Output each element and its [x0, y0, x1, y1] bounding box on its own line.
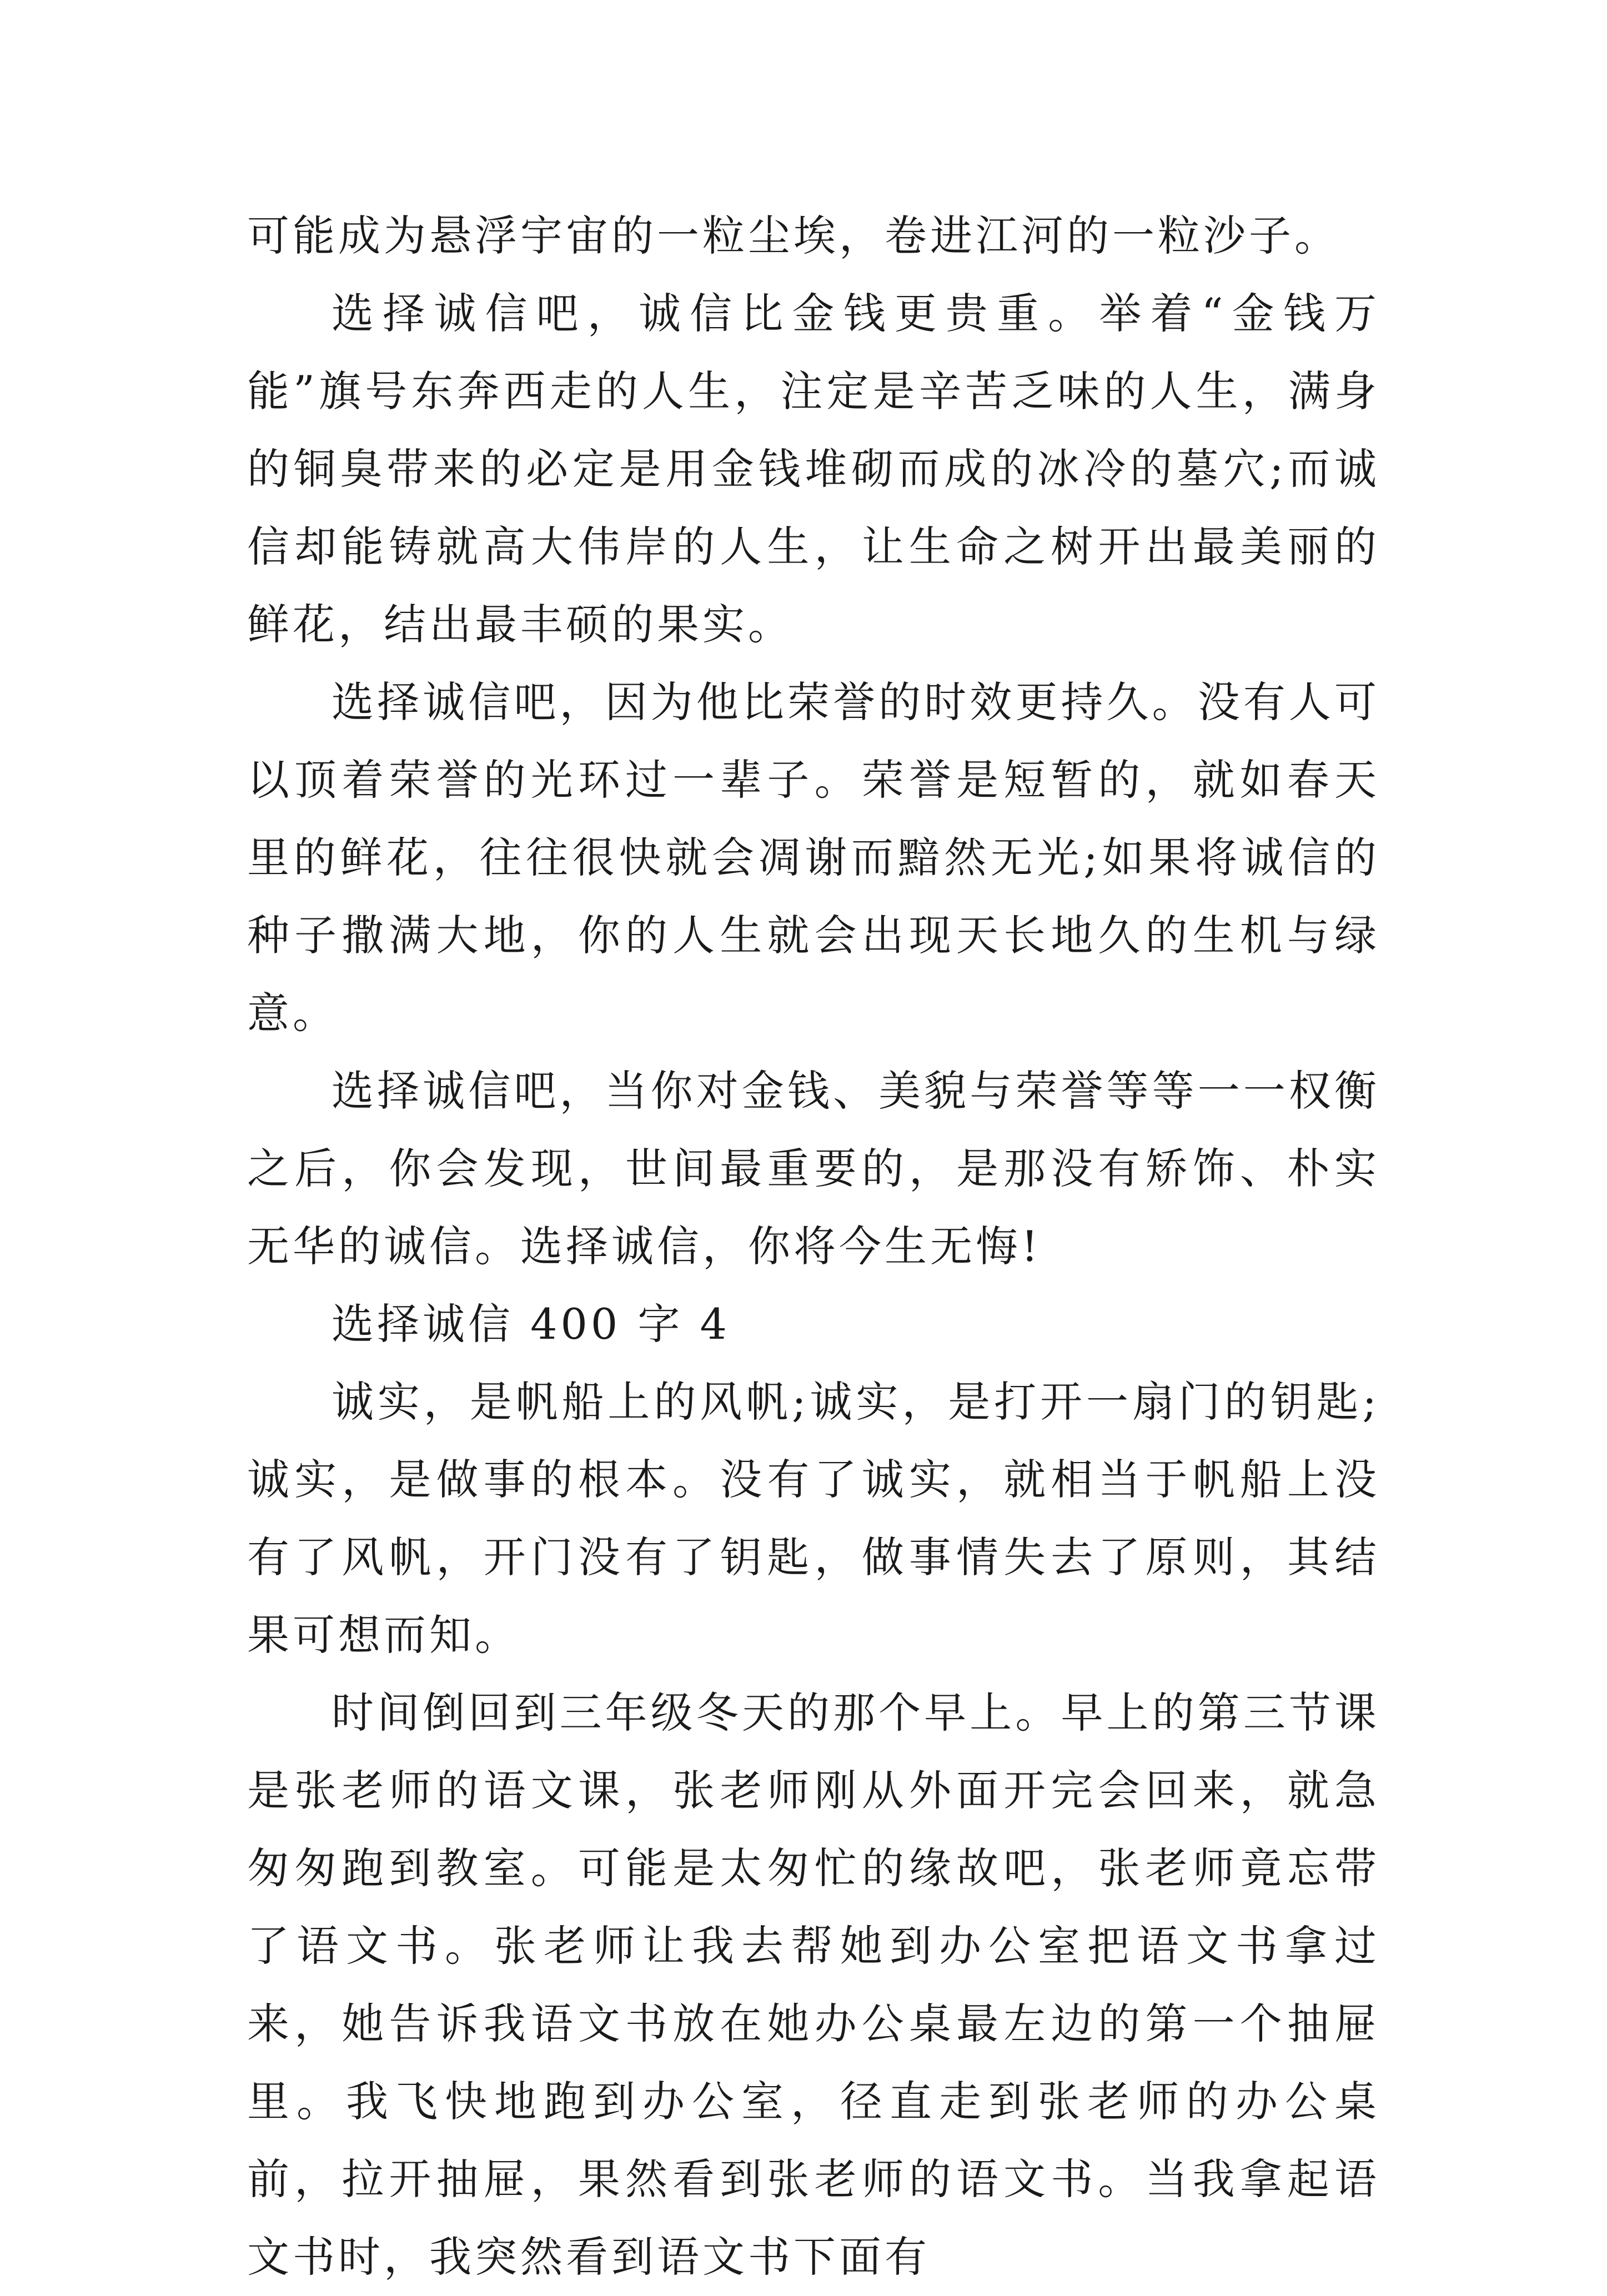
paragraph-story: 时间倒回到三年级冬天的那个早上。早上的第三节课是张老师的语文课，张老师刚从外面开完会回来，就急匆匆跑到教室。可能是太匆忙的缘故吧，张老师竟忘带了语文书。张老师让我去帮她到办公室把语文书拿过来，她告诉我语文书放在她办公桌最左边的第一个抽屉里。我飞快地跑到办公室，径直走到张老师的办公桌前，拉开抽屉，果然看到张老师的语文书。当我拿起语文书时，我突然看到语文书下面有	[247, 1688, 1380, 2282]
paragraph-continued: 可能成为悬浮宇宙的一粒尘埃，卷进江河的一粒沙子。	[247, 211, 1340, 260]
paragraph-money: 选择诚信吧，诚信比金钱更贵重。举着“金钱万能”旗号东奔西走的人生，注定是辛苦乏味的人生，满身的铜臭带来的必定是用金钱堆砌而成的冰冷的墓穴;而诚信却能铸就高大伟岸的人生，让生命之树开出最美丽的鲜花，结出最丰硕的果实。	[247, 289, 1380, 649]
paragraph-honor: 选择诚信吧，因为他比荣誉的时效更持久。没有人可以顶着荣誉的光环过一辈子。荣誉是短暂的，就如春天里的鲜花，往往很快就会凋谢而黯然无光;如果将诚信的种子撒满大地，你的人生就会出现天长地久的生机与绿意。	[247, 677, 1380, 1038]
section-heading: 选择诚信 400 字 4	[332, 1299, 730, 1349]
paragraph-conclusion: 选择诚信吧，当你对金钱、美貌与荣誉等等一一权衡之后，你会发现，世间最重要的，是那没有矫饰、朴实无华的诚信。选择诚信，你将今生无悔!	[247, 1066, 1380, 1271]
document-body	[247, 197, 1380, 2296]
paragraph-honesty-intro: 诚实，是帆船上的风帆;诚实，是打开一扇门的钥匙;诚实，是做事的根本。没有了诚实，就相当于帆船上没有了风帆，开门没有了钥匙，做事情失去了原则，其结果可想而知。	[247, 1377, 1380, 1660]
